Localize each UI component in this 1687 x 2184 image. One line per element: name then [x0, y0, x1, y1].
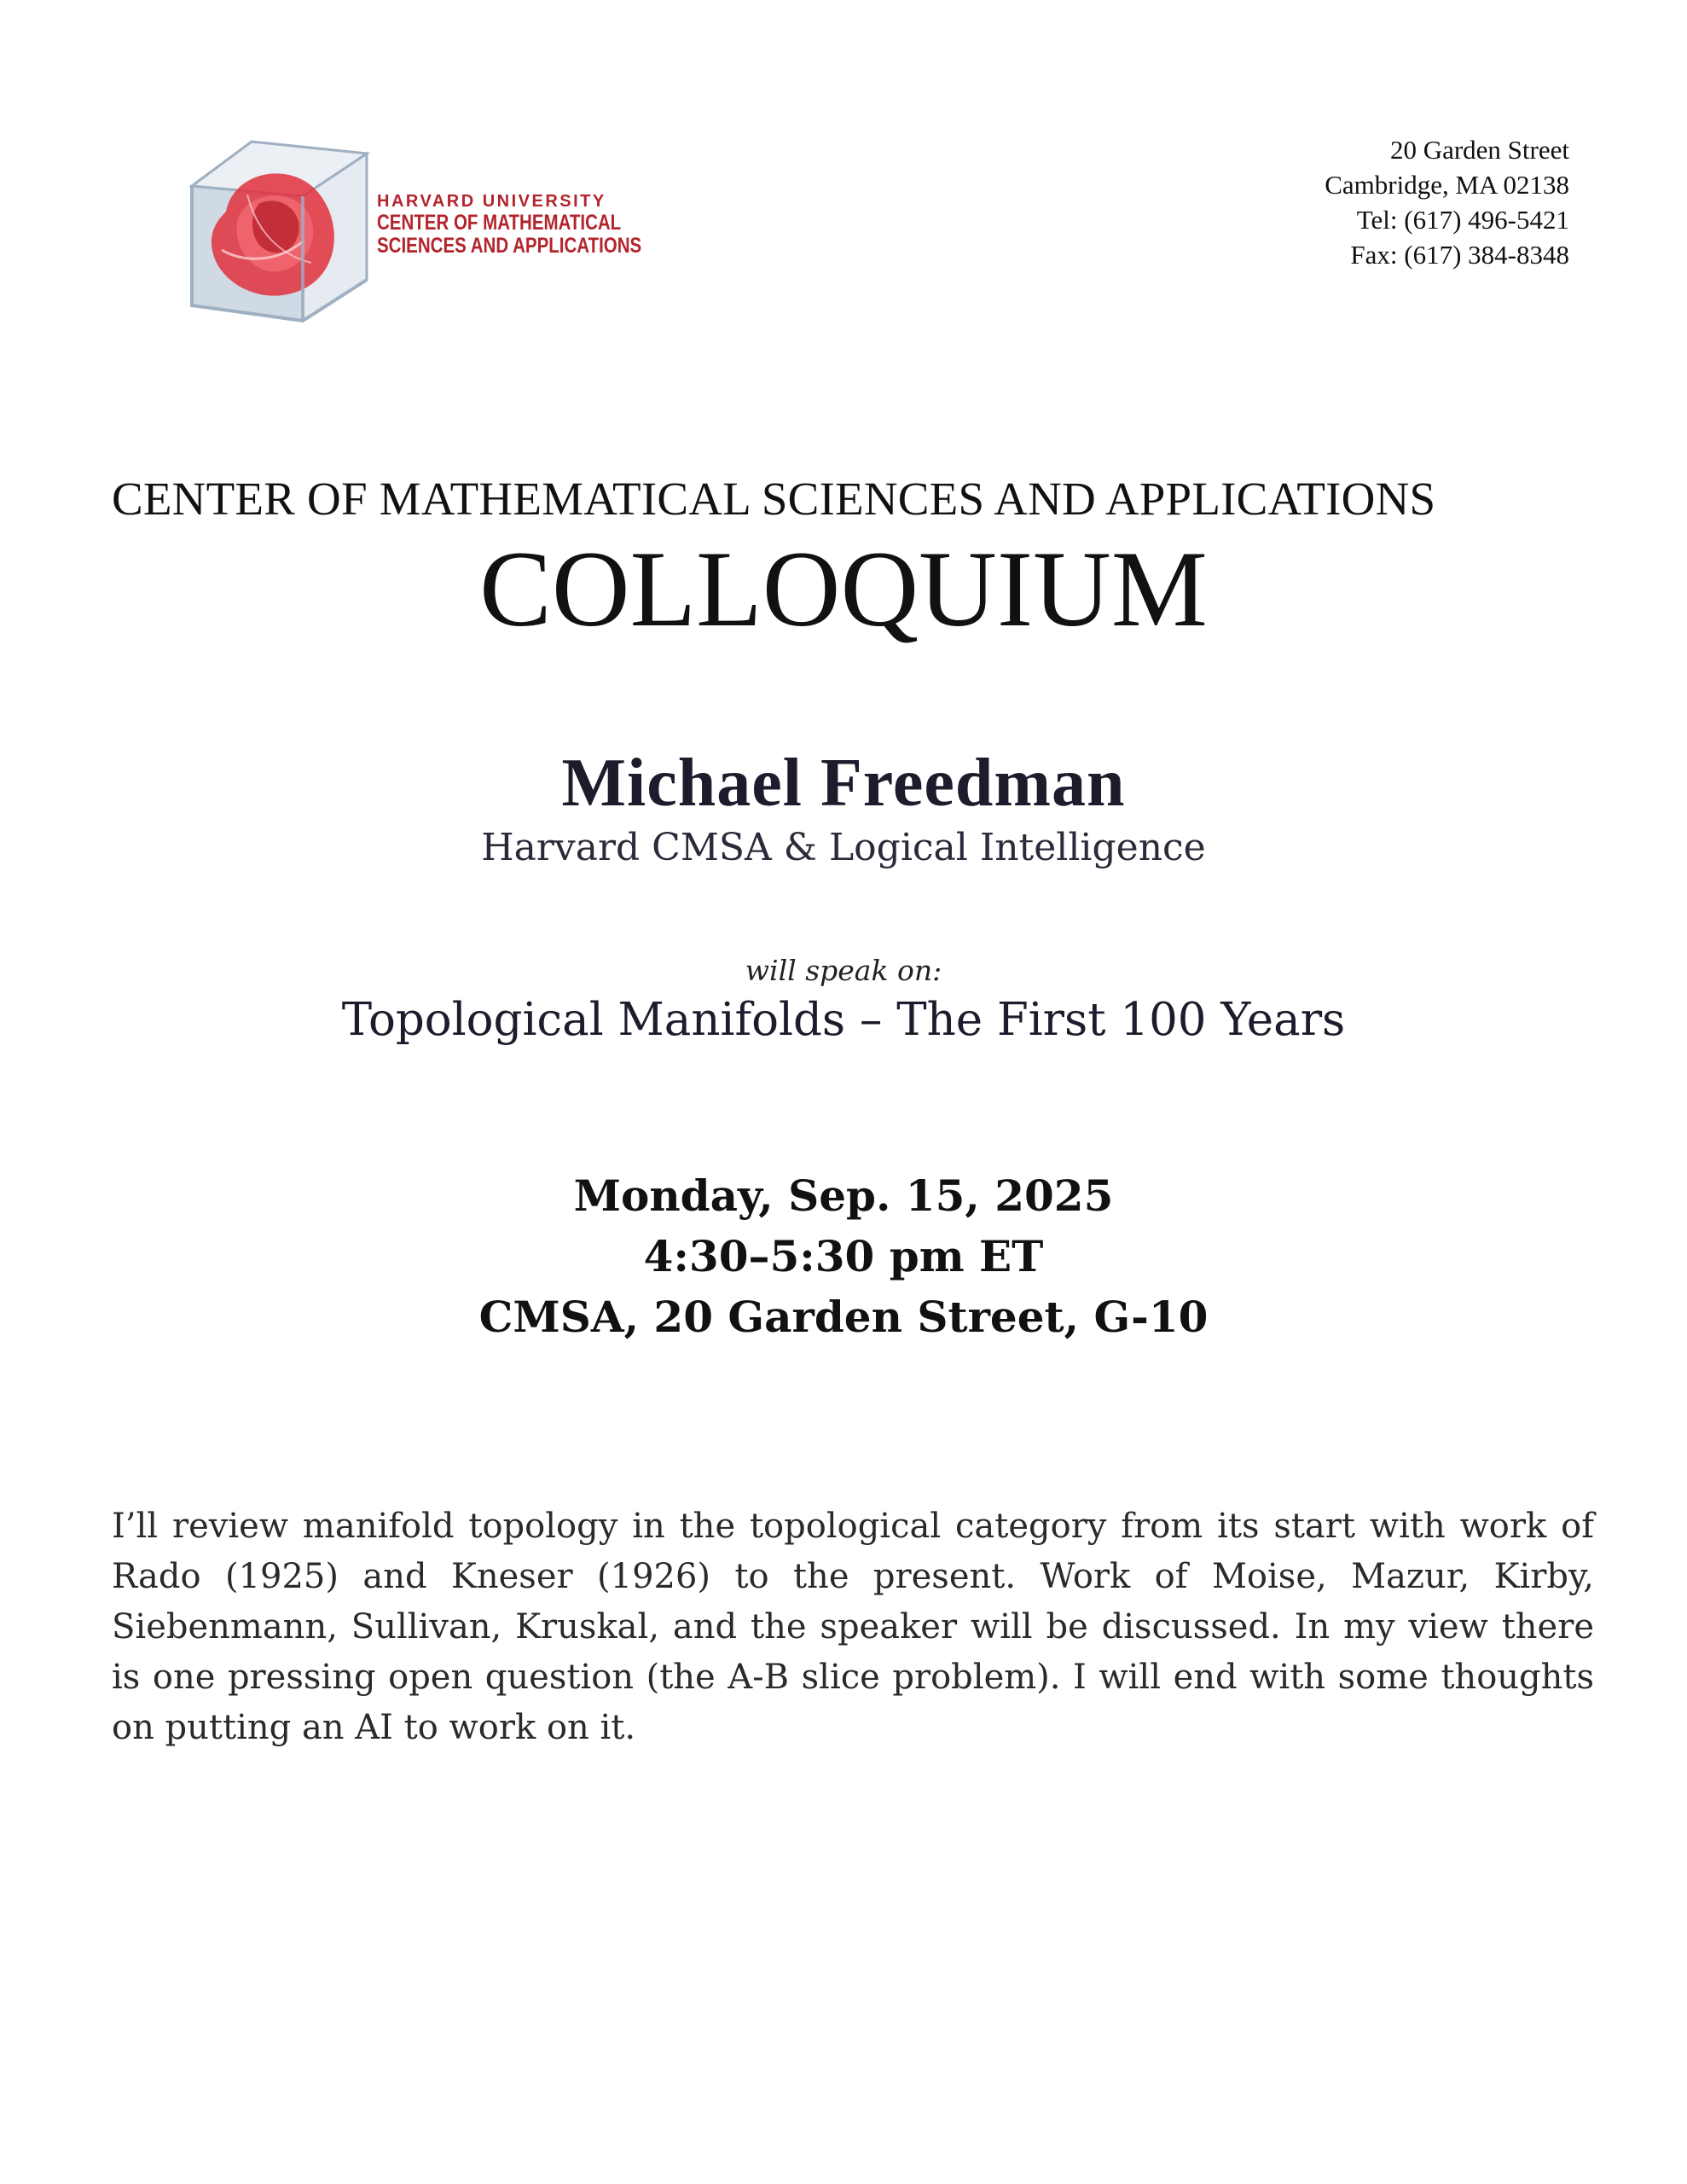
- event-date: Monday, Sep. 15, 2025: [573, 1170, 1114, 1221]
- address-tel: Tel: (617) 496-5421: [1356, 205, 1569, 235]
- event-location: CMSA, 20 Garden Street, G-10: [478, 1292, 1209, 1342]
- talk-abstract: I’ll review manifold topology in the topological category from its start with work of Rado (1925) and Kneser (1926) to the present. Work of Moise, Mazur, Kirby, Siebenmann, Sullivan, Kruskal, and the speaker will be discussed. In my view there is one pressing open question (the A-B slice problem). I will end with some thoughts on putting an AI to work on it.: [112, 1507, 1594, 1747]
- logo-university: HARVARD UNIVERSITY: [377, 192, 606, 211]
- cmsa-logo: [175, 135, 642, 322]
- speaker-affiliation: Harvard CMSA & Logical Intelligence: [481, 826, 1206, 869]
- logo-center: CENTER OF MATHEMATICAL: [377, 210, 622, 235]
- address-block: [1325, 132, 1569, 272]
- logo-sciences: SCIENCES AND APPLICATIONS: [377, 233, 642, 258]
- event-details: [0, 1165, 1687, 1347]
- talk-intro: will speak on:: [745, 954, 942, 987]
- address-city: Cambridge, MA 02138: [1325, 170, 1569, 200]
- talk-title: Topological Manifolds – The First 100 Years: [341, 994, 1346, 1046]
- address-fax: Fax: (617) 384-8348: [1350, 240, 1569, 270]
- cube-logo-icon: [175, 135, 371, 322]
- speaker-name: Michael Freedman: [561, 746, 1126, 821]
- logo-text: [377, 193, 699, 258]
- center-name-heading: CENTER OF MATHEMATICAL SCIENCES AND APPLICATIONS: [112, 473, 1436, 525]
- event-time: 4:30–5:30 pm ET: [643, 1231, 1044, 1281]
- event-type-heading: COLLOQUIUM: [479, 530, 1208, 649]
- address-street: 20 Garden Street: [1389, 135, 1569, 165]
